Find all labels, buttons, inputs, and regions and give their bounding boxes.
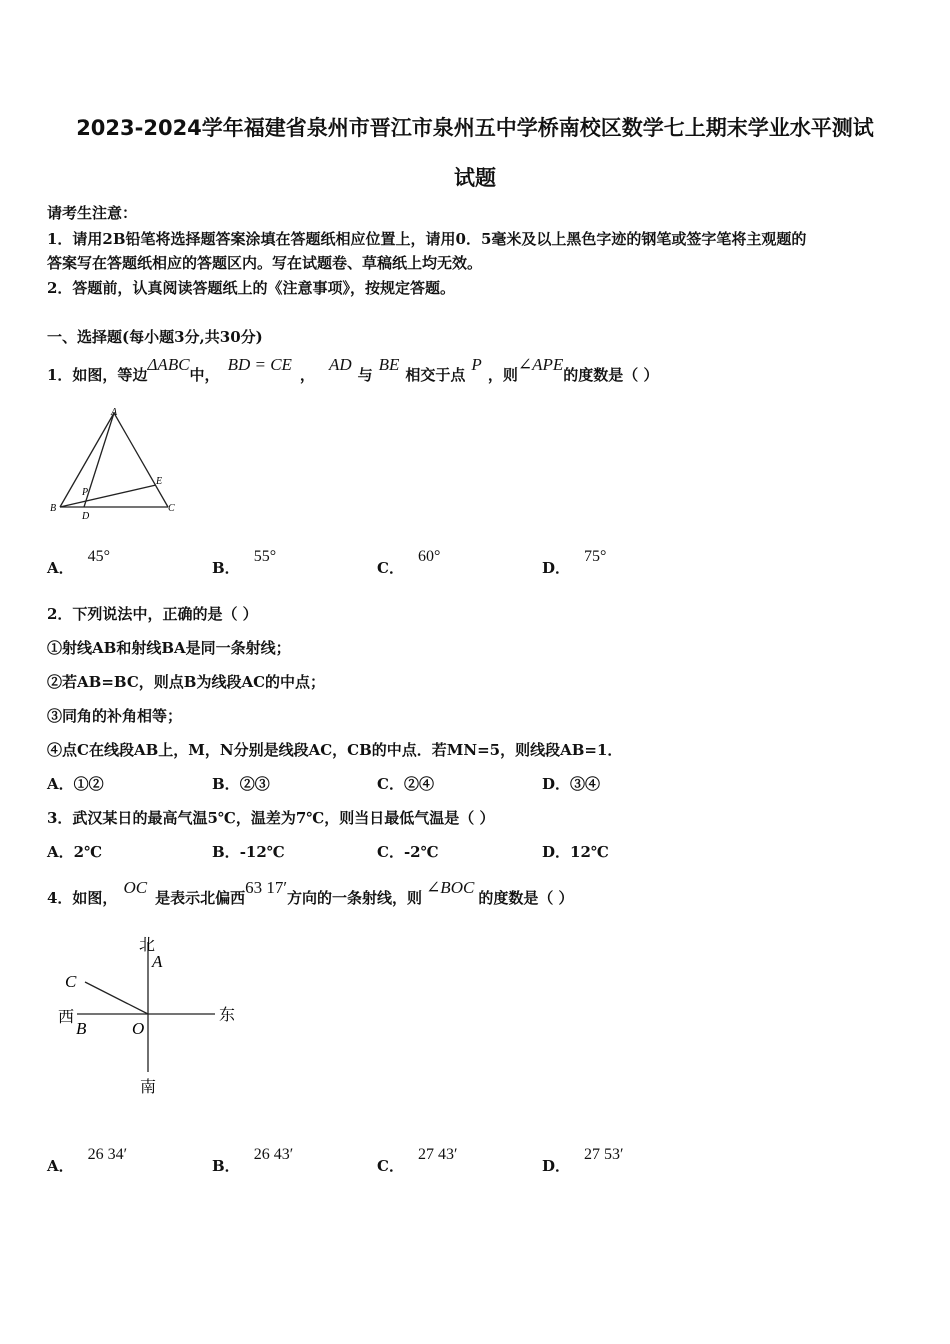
exam-title-continued: 试题	[454, 166, 496, 190]
label-c: C	[65, 972, 77, 991]
label-c: C	[168, 503, 175, 514]
q1-option-b[interactable]: B．55°	[212, 548, 277, 577]
math-p: P	[471, 355, 482, 374]
label-a: A	[152, 952, 163, 971]
label-a: A	[111, 407, 118, 418]
math-ad: AD	[328, 355, 352, 374]
math-bd-ce: BD = CE	[227, 355, 292, 374]
notice-item-1-cont: 答案写在答题纸相应的答题区内。写在试题卷、草稿纸上均无效。	[47, 254, 483, 272]
label-d: D	[82, 511, 90, 522]
question-3-stem: 3．武汉某日的最高气温5℃，温差为7℃，则当日最低气温是（ ）	[47, 809, 495, 827]
label-west: 西	[58, 1009, 75, 1026]
q3-option-a[interactable]: A．2℃	[47, 843, 103, 861]
q2-option-c[interactable]: C．②④	[377, 775, 434, 793]
label-b: B	[76, 1019, 87, 1038]
label-east: 东	[219, 1007, 236, 1024]
label-e: E	[156, 476, 163, 487]
q2-statement-1: ①射线AB和射线BA是同一条射线；	[47, 639, 291, 657]
label-north: 北	[139, 937, 156, 954]
question-4-stem: 4．如图，OC是表示北偏西63 17′方向的一条射线，则∠BOC的度数是（ ）	[47, 878, 574, 907]
label-p: P	[82, 487, 89, 498]
exam-title: 2023-2024学年福建省泉州市晋江市泉州五中学桥南校区数学七上期末学业水平测试	[76, 116, 874, 140]
q4-option-a[interactable]: A．26 34′	[47, 1146, 128, 1175]
q4-option-d[interactable]: D．27 53′	[542, 1146, 624, 1175]
question-1-stem: 1．如图，等边ΔABC中，BD = CE，AD与BE相交于点P，则∠APE的度数是（ ）	[47, 355, 659, 384]
q1-option-a[interactable]: A．45°	[47, 548, 111, 577]
label-south: 南	[140, 1079, 157, 1096]
q2-option-b[interactable]: B．②③	[212, 775, 270, 793]
q3-option-b[interactable]: B．-12℃	[212, 843, 285, 861]
triangle-figure	[48, 405, 183, 523]
math-triangle-abc: ΔABC	[147, 355, 190, 374]
q4-option-b[interactable]: B．26 43′	[212, 1146, 294, 1175]
q3-option-d[interactable]: D．12℃	[542, 843, 609, 861]
notice-item-1: 1．请用2B铅笔将选择题答案涂填在答题纸相应位置上，请用0．5毫米及以上黑色字迹的钢笔或签字笔将主观题的	[47, 230, 807, 248]
notice-item-2: 2．答题前，认真阅读答题纸上的《注意事项》，按规定答题。	[47, 279, 455, 297]
math-be: BE	[378, 355, 400, 374]
q3-option-c[interactable]: C．-2℃	[377, 843, 439, 861]
q4-option-c[interactable]: C．27 43′	[377, 1146, 458, 1175]
q1-option-c[interactable]: C．60°	[377, 548, 441, 577]
label-b: B	[50, 503, 57, 514]
q2-option-a[interactable]: A．①②	[47, 775, 104, 793]
math-angle-value: 63 17′	[245, 878, 288, 897]
compass-figure	[55, 932, 245, 1097]
label-o: O	[132, 1019, 145, 1038]
notice-heading: 请考生注意：	[47, 204, 138, 222]
math-angle-ape: ∠APE	[517, 355, 564, 374]
question-2-stem: 2．下列说法中，正确的是（ ）	[47, 605, 258, 623]
math-angle-boc: ∠BOC	[426, 878, 475, 897]
q2-statement-2: ②若AB=BC，则点B为线段AC的中点；	[47, 673, 326, 691]
math-oc: OC	[123, 878, 148, 897]
q1-option-d[interactable]: D．75°	[542, 548, 607, 577]
q2-statement-3: ③同角的补角相等；	[47, 707, 183, 725]
q2-statement-4: ④点C在线段AB上，M，N分别是线段AC，CB的中点．若MN=5，则线段AB=1．	[47, 741, 623, 759]
section-heading: 一、选择题(每小题3分,共30分)	[47, 328, 263, 346]
q2-option-d[interactable]: D．③④	[542, 775, 601, 793]
